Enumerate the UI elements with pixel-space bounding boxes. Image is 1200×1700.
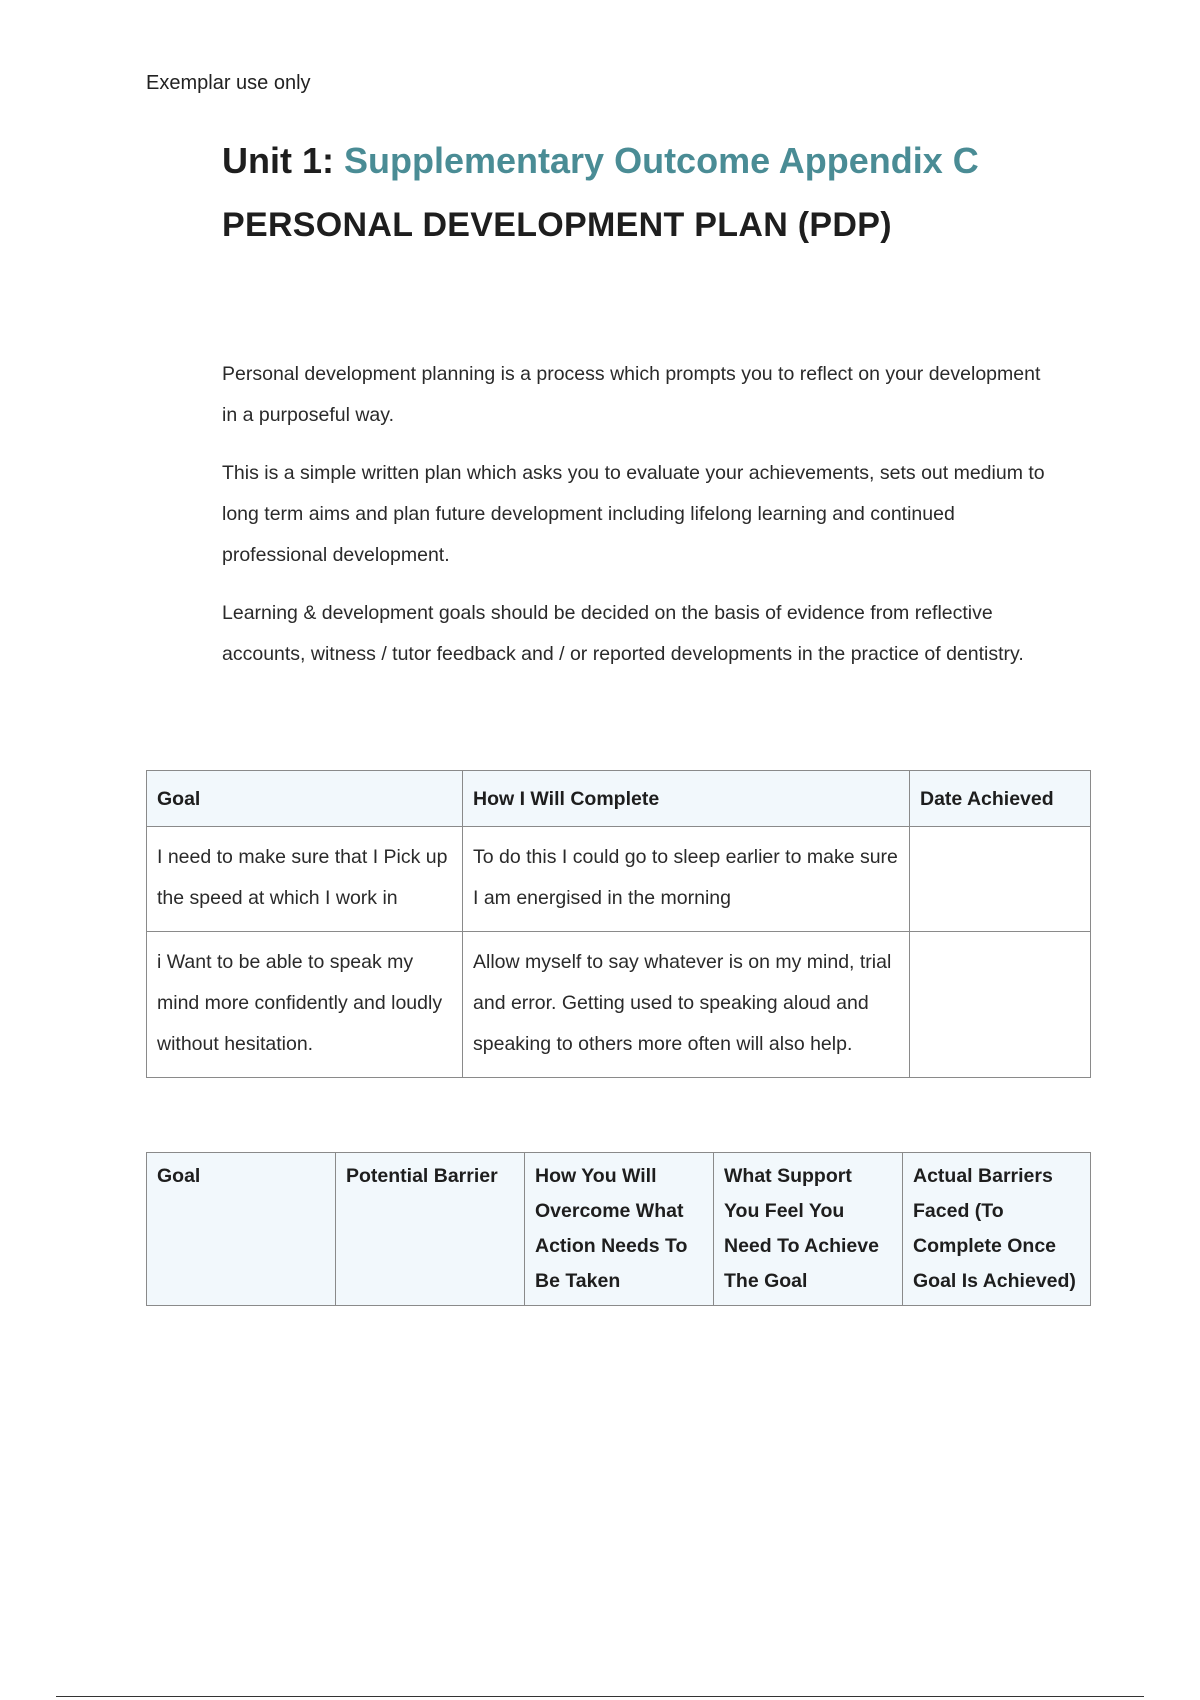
unit-title — [222, 140, 979, 182]
goal-cell: i Want to be able to speak my mind more confidently and loudly without hesitation. — [147, 932, 463, 1078]
plan-title: PERSONAL DEVELOPMENT PLAN (PDP) — [222, 206, 892, 244]
header-date-achieved: Date Achieved — [910, 771, 1091, 827]
table-header-row — [147, 1153, 1091, 1306]
table-row — [147, 827, 1091, 932]
header-support-needed: What Support You Feel You Need To Achieve The Goal — [714, 1153, 903, 1306]
exemplar-note: Exemplar use only — [146, 72, 311, 94]
intro-text — [222, 354, 1052, 692]
table-header-row — [147, 771, 1091, 827]
footer-divider — [56, 1696, 1144, 1697]
table-row — [147, 932, 1091, 1078]
how-complete-cell: Allow myself to say whatever is on my mind, trial and error. Getting used to speaking aloud and speaking to others more often will also help. — [463, 932, 910, 1078]
goals-table — [146, 770, 1091, 1078]
intro-paragraph: Personal development planning is a process which prompts you to reflect on your development in a purposeful way. — [222, 363, 1041, 426]
header-actual-barriers: Actual Barriers Faced (To Complete Once Goal Is Achieved) — [903, 1153, 1091, 1306]
header-how-complete: How I Will Complete — [463, 771, 910, 827]
header-potential-barrier: Potential Barrier — [336, 1153, 525, 1306]
date-achieved-cell[interactable] — [910, 932, 1091, 1078]
unit-title-accent: Supplementary Outcome Appendix C — [344, 140, 979, 181]
intro-paragraph: This is a simple written plan which asks you to evaluate your achievements, sets out medium to long term aims and plan future development including lifelong learning and continued professional development. — [222, 462, 1045, 566]
barriers-table — [146, 1152, 1091, 1306]
date-achieved-cell[interactable] — [910, 827, 1091, 932]
intro-paragraph: Learning & development goals should be decided on the basis of evidence from reflective accounts, witness / tutor feedback and / or reported developments in the practice of dentistry. — [222, 602, 1024, 665]
header-goal: Goal — [147, 1153, 336, 1306]
header-goal: Goal — [147, 771, 463, 827]
goal-cell: I need to make sure that I Pick up the speed at which I work in — [147, 827, 463, 932]
how-complete-cell: To do this I could go to sleep earlier to make sure I am energised in the morning — [463, 827, 910, 932]
header-overcome-action: How You Will Overcome What Action Needs To Be Taken — [525, 1153, 714, 1306]
unit-prefix: Unit 1: — [222, 140, 344, 181]
